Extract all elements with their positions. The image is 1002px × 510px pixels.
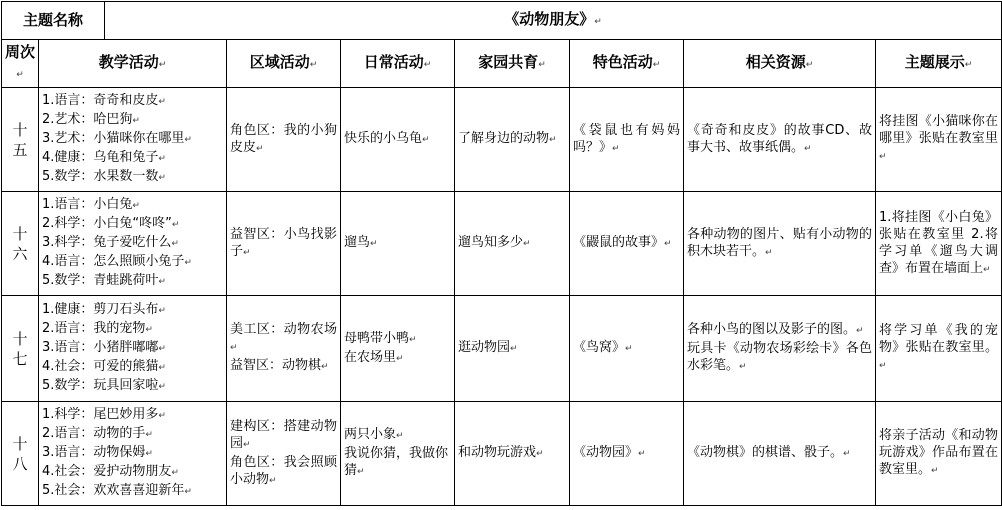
header-area: 区域活动↵	[227, 40, 341, 88]
theme-row	[2, 2, 1002, 40]
teaching-line: 4.健康：乌龟和兔子↵	[42, 150, 166, 165]
return-mark: ↵	[145, 430, 153, 440]
week-cell	[2, 402, 39, 506]
teaching-line: 1.健康：剪刀石头布↵	[42, 302, 166, 317]
curriculum-table	[1, 1, 1002, 506]
return-mark: ↵	[879, 361, 887, 371]
special-cell	[570, 296, 684, 402]
header-display: 主题展示↵	[876, 40, 1002, 88]
return-mark: ↵	[269, 475, 277, 486]
table-row	[2, 88, 1002, 192]
teaching-line: 1.科学：尾巴妙用多↵	[42, 407, 166, 422]
return-mark: ↵	[171, 468, 179, 478]
teaching-line: 2.艺术：哈巴狗↵	[42, 112, 140, 127]
header-resources: 相关资源↵	[684, 40, 876, 88]
return-mark: ↵	[158, 154, 166, 164]
week-cell	[2, 296, 39, 402]
display-line: 将亲子活动《和动物玩游戏》作品布置在教室里。↵	[879, 428, 999, 477]
return-mark: ↵	[171, 220, 180, 230]
special-line: 《动物园》↵	[573, 445, 646, 460]
return-mark: ↵	[510, 344, 518, 354]
home-cell	[455, 402, 570, 506]
return-mark: ↵	[856, 326, 864, 336]
teaching-line: 3.科学：兔子爱吃什么↵	[42, 235, 179, 250]
resources-line: 《动物棋》的棋谱、骰子。↵	[687, 445, 851, 460]
return-mark: ↵	[638, 449, 646, 459]
daily-line: 母鸭带小鸭↵	[344, 330, 417, 346]
table-row	[2, 296, 1002, 402]
return-mark: ↵	[171, 239, 179, 249]
return-mark: ↵	[664, 239, 672, 249]
area-line: 美工区：动物农场↵	[230, 322, 338, 353]
return-mark: ↵	[321, 362, 329, 372]
week-char: 五	[12, 140, 28, 159]
display-cell	[876, 192, 1002, 296]
theme-label: 主题名称	[23, 11, 84, 29]
return-mark: ↵	[145, 449, 153, 459]
return-mark: ↵	[983, 264, 991, 275]
display-cell	[876, 88, 1002, 192]
teaching-line: 3.语言：小猪胖嘟嘟↵	[42, 340, 166, 355]
return-mark: ↵	[158, 344, 166, 354]
daily-line: 两只小象↵	[344, 427, 404, 442]
return-mark: ↵	[158, 306, 166, 316]
teaching-line: 4.社会：爱护动物朋友↵	[42, 464, 179, 479]
teaching-line: 3.艺术：小猫咪你在哪里↵	[42, 131, 192, 146]
return-mark: ↵	[243, 247, 251, 258]
return-mark: ↵	[536, 449, 544, 459]
return-mark: ↵	[158, 411, 166, 421]
return-mark: ↵	[612, 143, 620, 154]
return-mark: ↵	[409, 334, 417, 345]
return-mark: ↵	[765, 247, 773, 258]
display-line: 将学习单《我的宠物》张贴在教室里。↵	[879, 323, 999, 371]
daily-cell	[341, 296, 455, 402]
week-char: 十	[12, 434, 28, 453]
daily-line: 我说你猜，我做你猜↵	[344, 446, 449, 478]
week-char: 七	[12, 349, 28, 368]
area-line: 益智区：动物棋↵	[230, 358, 329, 373]
teaching-line: 5.数学：青蛙跳荷叶↵	[42, 273, 166, 288]
teaching-line: 5.数学：水果数一数↵	[42, 169, 166, 184]
resources-line: 各种动物的图片、贴有小动物的积木块若干。↵	[687, 226, 873, 259]
special-line: 《袋鼠也有妈妈吗？》↵	[573, 122, 681, 155]
return-mark: ↵	[843, 449, 851, 459]
table-row	[2, 192, 1002, 296]
return-mark: ↵	[158, 173, 166, 183]
teaching-line: 2.语言：动物的手↵	[42, 426, 153, 441]
theme-name-cell	[105, 2, 1002, 40]
home-cell	[455, 296, 570, 402]
week-char: 十	[12, 120, 28, 139]
teaching-line: 4.语言：怎么照顾小兔子↵	[42, 254, 192, 269]
daily-line: 在农场里↵	[344, 349, 404, 365]
teaching-line: 4.社会：可爱的熊猫↵	[42, 359, 166, 374]
area-cell	[227, 296, 341, 402]
return-mark: ↵	[184, 258, 192, 268]
area-line: 角色区：我会照顾小动物↵	[230, 454, 338, 487]
header-week: 周次↵	[2, 40, 39, 88]
week-char: 八	[12, 454, 28, 473]
return-mark: ↵	[184, 487, 192, 497]
return-mark: ↵	[256, 143, 264, 154]
resources-cell	[684, 192, 876, 296]
return-mark: ↵	[396, 431, 404, 441]
return-mark: ↵	[422, 135, 430, 145]
home-cell	[455, 88, 570, 192]
header-home: 家园共育↵	[455, 40, 570, 88]
return-mark: ↵	[158, 382, 166, 392]
teaching-cell	[39, 296, 227, 402]
special-line: 《鼹鼠的故事》↵	[573, 235, 672, 250]
teaching-cell	[39, 88, 227, 192]
header-teaching: 教学活动↵	[39, 40, 227, 88]
return-mark: ↵	[145, 325, 153, 335]
table-row	[2, 402, 1002, 506]
area-line: 角色区：我的小狗皮皮↵	[230, 122, 338, 155]
return-mark: ↵	[879, 152, 887, 162]
daily-line: 快乐的小乌龟↵	[344, 131, 430, 146]
teaching-line: 3.语言：动物保姆↵	[42, 445, 153, 460]
display-line: 1.将挂图《小白兔》张贴在教室里 2.将学习单《遛鸟大调查》布置在墙面上↵	[879, 209, 999, 276]
resources-cell	[684, 88, 876, 192]
daily-cell	[341, 88, 455, 192]
teaching-line: 1.语言：小白兔↵	[42, 197, 140, 212]
daily-cell	[341, 192, 455, 296]
special-cell	[570, 192, 684, 296]
area-line: 益智区：小鸟找影子↵	[230, 226, 338, 259]
header-row	[2, 40, 1002, 88]
special-line: 《鸟窝》↵	[573, 340, 633, 355]
header-special: 特色活动↵	[570, 40, 684, 88]
teaching-line: 2.语言：我的宠物↵	[42, 321, 153, 336]
teaching-line: 5.数学：玩具回家啦↵	[42, 378, 166, 393]
display-cell	[876, 402, 1002, 506]
return-mark: ↵	[931, 466, 939, 476]
teaching-cell	[39, 192, 227, 296]
resources-cell	[684, 402, 876, 506]
teaching-line: 1.语言：奇奇和皮皮↵	[42, 93, 166, 108]
area-cell	[227, 192, 341, 296]
resources-line: 《奇奇和皮皮》的故事CD、故事大书、故事纸偶。↵	[687, 122, 873, 155]
theme-name: 《动物朋友》	[504, 9, 595, 28]
resources-cell	[684, 296, 876, 402]
week-cell	[2, 88, 39, 192]
special-cell	[570, 402, 684, 506]
return-mark: ↵	[158, 363, 166, 373]
teaching-line: 2.科学：小白兔“咚咚”↵	[42, 216, 180, 231]
home-line: 遛鸟知多少↵	[458, 235, 531, 250]
return-mark: ↵	[549, 135, 557, 145]
area-cell	[227, 88, 341, 192]
return-mark: ↵	[132, 116, 140, 126]
home-line: 和动物玩游戏↵	[458, 445, 544, 460]
return-mark: ↵	[243, 439, 251, 450]
return-mark: ↵	[625, 344, 633, 354]
week-char: 十	[12, 224, 28, 243]
return-mark: ↵	[132, 201, 140, 211]
return-mark: ↵	[184, 135, 192, 145]
display-cell	[876, 296, 1002, 402]
area-cell	[227, 402, 341, 506]
daily-cell	[341, 402, 455, 506]
resources-line: 玩具卡《动物农场彩绘卡》各色水彩笔。↵	[687, 341, 873, 373]
teaching-cell	[39, 402, 227, 506]
return-mark: ↵	[523, 239, 531, 249]
special-cell	[570, 88, 684, 192]
week-char: 十	[12, 329, 28, 348]
return-mark: ↵	[396, 353, 404, 364]
area-line: 建构区：搭建动物园↵	[230, 418, 338, 451]
return-mark: ↵	[357, 467, 365, 477]
return-mark: ↵	[739, 362, 747, 372]
home-line: 了解身边的动物↵	[458, 131, 557, 146]
return-mark: ↵	[158, 277, 166, 287]
return-mark: ↵	[370, 239, 378, 249]
week-char: 六	[12, 244, 28, 263]
teaching-line: 5.社会：欢欢喜喜迎新年↵	[42, 483, 192, 498]
header-daily: 日常活动↵	[341, 40, 455, 88]
daily-line: 遛鸟↵	[344, 235, 378, 250]
return-mark: ↵	[804, 143, 812, 154]
return-mark: ↵	[230, 343, 238, 353]
week-cell	[2, 192, 39, 296]
resources-line: 各种小鸟的图以及影子的图。↵	[687, 322, 864, 337]
theme-label-cell	[2, 2, 105, 40]
display-line: 将挂图《小猫咪你在哪里》张贴在教室里↵	[879, 114, 999, 162]
return-mark: ↵	[158, 97, 166, 107]
home-cell	[455, 192, 570, 296]
return-mark: ↵	[594, 16, 602, 27]
home-line: 逛动物园↵	[458, 340, 518, 355]
